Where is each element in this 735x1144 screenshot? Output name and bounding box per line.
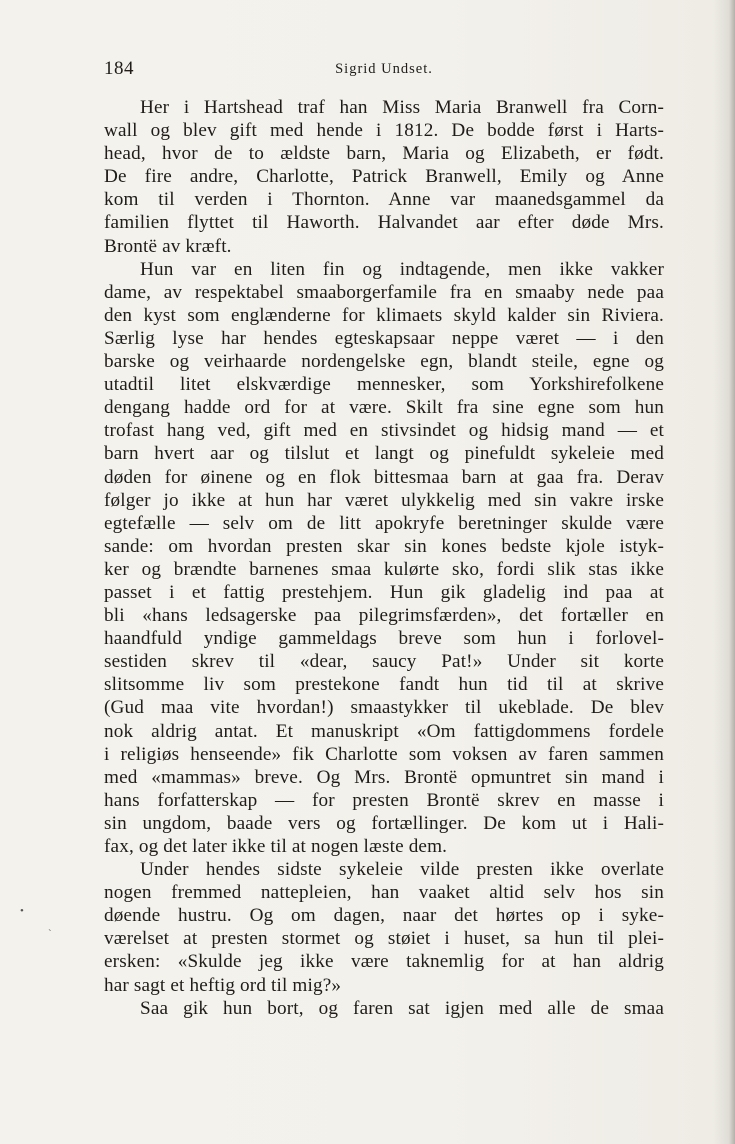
text-line: sin ungdom, baade vers og fortællinger. De kom ut i Hali- xyxy=(104,812,664,834)
print-speck: • xyxy=(20,905,24,917)
text-line: passet i et fattig prestehjem. Hun gik gladelig ind paa at xyxy=(104,581,664,603)
text-line: fax, og det later ikke til at nogen læste dem. xyxy=(104,836,448,857)
text-line: bli «hans ledsagerske paa pilegrimsfærden», det fortæller en xyxy=(104,605,664,627)
text-line: slitsomme liv som prestekone fandt hun tid til at skrive xyxy=(104,674,664,696)
text-line: har sagt et heftig ord til mig?» xyxy=(104,974,342,996)
page-header xyxy=(104,58,664,86)
text-line: følger jo ikke at hun har været ulykkelig med sin vakre irske xyxy=(104,489,664,511)
text-line: ersken: «Skulde jeg ikke være taknemlig for at han aldrig xyxy=(104,951,664,973)
body-text xyxy=(104,96,664,1020)
text-line: ker og brændte barnenes smaa kulørte sko, fordi slik stas ikke xyxy=(104,558,664,580)
text-line: utadtil litet elskværdige mennesker, som Yorkshirefolkene xyxy=(104,374,664,396)
text-line: med «mammas» breve. Og Mrs. Brontë opmuntret sin mand i xyxy=(104,766,664,788)
text-line: head, hvor de to ældste barn, Maria og Elizabeth, er født. xyxy=(104,143,664,165)
text-line: den kyst som englænderne for klimaets skyld kalder sin Riviera. xyxy=(104,304,664,326)
text-line: barn hvert aar og tilslut et langt og pinefuldt sykeleie med xyxy=(104,443,664,465)
text-line: Under hendes sidste sykeleie vilde presten ikke overlate xyxy=(140,859,664,881)
text-line: nogen fremmed nattepleien, han vaaket altid selv hos sin xyxy=(104,882,664,904)
text-line: wall og blev gift med hende i 1812. De bodde først i Harts- xyxy=(104,120,664,142)
text-line: haandfuld yndige gammeldags breve som hun i forlovel- xyxy=(104,628,664,650)
text-line: dame, av respektabel smaaborgerfamile fra en smaaby nede paa xyxy=(104,281,664,303)
text-line: hans forfatterskap — for presten Brontë skrev en masse i xyxy=(104,789,664,811)
text-line: trofast hang ved, gift med en stivsindet og hidsig mand — et xyxy=(104,420,664,442)
text-line: dengang hadde ord for at være. Skilt fra sine egne som hun xyxy=(104,397,664,419)
text-line: Hun var en liten fin og indtagende, men ikke vakker xyxy=(140,258,664,280)
text-line: Her i Hartshead traf han Miss Maria Branwell fra Corn- xyxy=(140,97,664,118)
text-line: kom til verden i Thornton. Anne var maanedsgammel da xyxy=(104,189,664,211)
text-line: døden for øinene og en flok bittesmaa barn at gaa fra. Derav xyxy=(104,466,664,488)
page-number: 184 xyxy=(104,58,134,79)
text-line: værelset at presten stormet og støiet i huset, sa hun til plei- xyxy=(104,928,664,950)
text-line: (Gud maa vite hvordan!) smaastykker til ukeblade. De blev xyxy=(104,697,664,719)
text-line: barske og veirhaarde nordengelske egn, blandt steile, egne og xyxy=(104,351,664,373)
text-line: Særlig lyse har hendes egteskapsaar neppe været — i den xyxy=(104,327,664,349)
page-edge-shadow xyxy=(729,0,735,1144)
text-line: døende hustru. Og om dagen, naar det hørtes op i syke- xyxy=(104,905,664,927)
text-line: i religiøs henseende» fik Charlotte som voksen av faren sammen xyxy=(104,743,664,765)
text-line: sande: om hvordan presten skar sin kones bedste kjole istyk- xyxy=(104,535,664,557)
text-line: Brontë av kræft. xyxy=(104,235,232,257)
text-line: nok aldrig antat. Et manuskript «Om fattigdommens fordele xyxy=(104,720,664,742)
print-speck: ˋ xyxy=(48,928,52,940)
text-line: egtefælle — selv om de litt apokryfe beretninger skulde være xyxy=(104,512,664,534)
text-line: sestiden skrev til «dear, saucy Pat!» Under sit korte xyxy=(104,651,664,673)
text-line: De fire andre, Charlotte, Patrick Branwell, Emily og Anne xyxy=(104,166,664,188)
text-line: Saa gik hun bort, og faren sat igjen med alle de smaa xyxy=(140,997,664,1019)
running-head: Sigrid Undset. xyxy=(335,61,433,77)
text-line: familien flyttet til Haworth. Halvandet aar efter døde Mrs. xyxy=(104,212,664,234)
